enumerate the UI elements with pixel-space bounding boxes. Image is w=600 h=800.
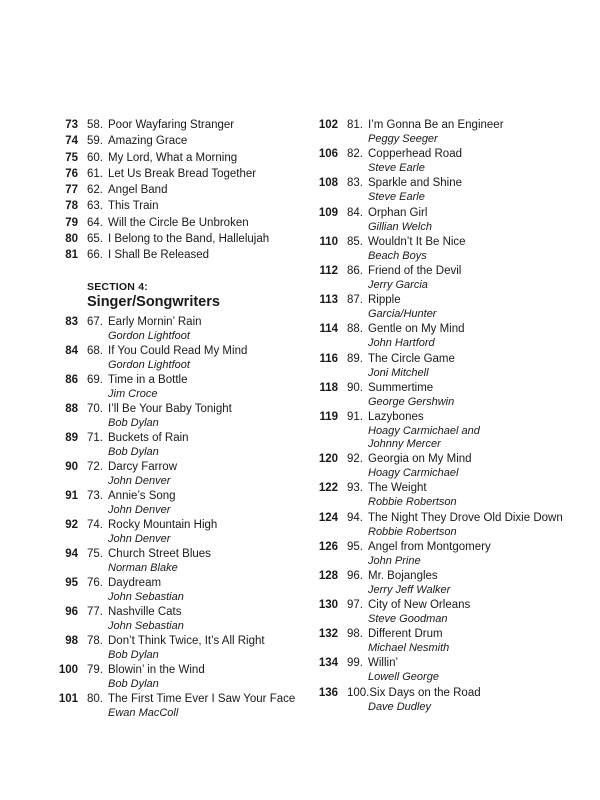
song-author: Ewan MacColl [108,706,179,719]
song-title: The Circle Game [368,352,455,365]
song-title: Wouldn’t It Be Nice [368,235,466,248]
page-number: 116 [319,352,338,365]
song-author: George Gershwin [368,395,455,408]
toc-entry [312,264,592,293]
page-number: 114 [319,323,338,336]
song-title: Six Days on the Road [369,686,481,699]
song-title: Angel Band [108,184,168,197]
page-number: 126 [318,540,338,553]
page-number: 113 [319,294,338,307]
toc-entry [52,402,302,431]
song-number: 58. [87,119,103,131]
song-number: 97. [347,599,363,612]
song-number: 87. [347,294,363,307]
song-author: Bob Dylan [108,416,159,429]
page-number: 108 [318,177,338,190]
song-title: Blowin’ in the Wind [108,663,205,676]
song-author: Steve Goodman [368,613,448,626]
section-heading [87,281,302,311]
song-title: Rocky Mountain High [108,518,218,531]
song-author-continued: Johnny Mercer [368,437,441,450]
song-title: Daydream [108,576,162,589]
song-title: Early Mornin’ Rain [108,315,202,328]
toc-entry [52,183,302,199]
song-title: The Night They Drove Old Dixie Down [368,511,563,524]
song-number: 72. [87,460,103,473]
page-number: 81 [65,249,78,262]
song-number: 82. [347,148,363,161]
toc-entry [312,686,592,715]
song-title: Georgia on My Mind [368,453,472,466]
toc-entry [52,199,302,215]
song-author: Hoagy Carmichael and [368,424,480,437]
toc-entry [52,373,302,402]
left-column [52,118,302,721]
song-title: The Weight [368,482,427,495]
song-number: 63. [87,200,103,213]
page-number: 74 [65,135,78,148]
song-number: 81. [347,119,363,131]
song-author: John Hartford [368,337,435,350]
song-number: 69. [87,373,103,386]
page-number: 83 [65,315,78,328]
song-number: 76. [87,576,103,589]
song-number: 99. [347,657,363,670]
song-number: 64. [87,216,103,229]
toc-entry [52,232,302,248]
song-title: Buckets of Rain [108,431,189,444]
page-number: 134 [318,657,338,670]
page-number: 80 [65,233,78,246]
page-number: 106 [318,148,338,161]
song-number: 65. [87,233,103,246]
song-number: 61. [87,167,103,180]
page-number: 98 [65,634,78,647]
song-title: Darcy Farrow [108,460,178,473]
song-number: 70. [87,402,103,415]
song-number: 94. [347,511,363,524]
song-number: 77. [87,605,103,618]
toc-entry [52,547,302,576]
toc-entry [52,315,302,344]
toc-entry [52,692,302,721]
song-number: 88. [347,323,363,336]
toc-entry [312,322,592,351]
song-number: 90. [347,381,363,394]
page-number: 78 [65,200,78,213]
song-number: 60. [87,151,103,164]
song-title: Poor Wayfaring Stranger [108,119,235,131]
toc-entry [52,248,302,264]
toc-entry [312,481,592,510]
page-number: 130 [318,599,338,612]
page-number: 88 [65,402,78,415]
toc-entry [52,489,302,518]
song-author: Joni Mitchell [368,366,429,379]
toc-entry [52,518,302,547]
song-title: Friend of the Devil [368,264,462,277]
page-number: 119 [319,410,338,423]
song-title: Time in a Bottle [108,373,188,386]
song-number: 73. [87,489,103,502]
song-author: Robbie Robertson [368,496,457,509]
song-number: 74. [87,518,103,531]
page-number: 76 [65,167,78,180]
song-author: Garcia/Hunter [368,308,437,321]
song-title: City of New Orleans [368,599,471,612]
toc-list-bottom [52,315,302,721]
song-title: Let Us Break Bread Together [108,167,257,180]
song-number: 75. [87,547,103,560]
song-title: Orphan Girl [368,206,428,219]
right-column [312,118,592,715]
song-title: Annie’s Song [108,489,176,502]
toc-entry [312,118,592,147]
song-number: 92. [347,453,363,466]
page-number: 102 [318,119,338,131]
page-number: 101 [58,692,78,705]
song-title: Church Street Blues [108,547,211,560]
song-number: 67. [87,315,103,328]
toc-entry [312,540,592,569]
page-number: 77 [65,184,78,197]
song-author: Jim Croce [108,387,158,400]
page-number: 122 [318,482,338,495]
song-author: Steve Earle [368,191,425,204]
toc-entry [312,381,592,410]
song-author: John Sebastian [108,590,184,603]
song-author: Bob Dylan [108,445,159,458]
page-number: 110 [319,235,338,248]
song-number: 79. [87,663,103,676]
page-number: 89 [65,431,78,444]
song-title: My Lord, What a Morning [108,151,238,164]
toc-entry [52,344,302,373]
toc-entry [312,206,592,235]
song-author: Beach Boys [368,249,427,262]
page-number: 73 [65,119,78,131]
toc-entry [312,176,592,205]
song-title: Will the Circle Be Unbroken [108,216,249,229]
song-title: Gentle on My Mind [368,323,465,336]
song-title: Mr. Bojangles [368,569,438,582]
song-number: 66. [87,249,103,262]
toc-entry [312,293,592,322]
song-author: Hoagy Carmichael [368,467,459,480]
song-title: Nashville Cats [108,605,182,618]
song-author: John Sebastian [108,619,184,632]
toc-entry [52,460,302,489]
song-title: Willin’ [368,657,399,670]
toc-entry [52,576,302,605]
song-title: Amazing Grace [108,135,188,148]
page-number: 79 [65,216,78,229]
toc-entry [52,663,302,692]
page-number: 90 [65,460,78,473]
song-title: Don’t Think Twice, It’s All Right [108,634,265,647]
song-title: Copperhead Road [368,148,462,161]
song-author: John Denver [108,503,171,516]
toc-entry [312,147,592,176]
song-number: 59. [87,135,103,148]
toc-entry [52,118,302,134]
page-number: 84 [65,344,78,357]
song-author: Jerry Garcia [368,278,428,291]
song-author: Lowell George [368,671,439,684]
song-number: 96. [347,569,363,582]
page-number: 109 [318,206,338,219]
page-number: 128 [318,569,338,582]
song-title: The First Time Ever I Saw Your Face [108,692,296,705]
song-number: 68. [87,344,103,357]
song-author: Michael Nesmith [368,642,450,655]
song-number: 98. [347,628,363,641]
toc-entry [52,634,302,663]
song-title: Summertime [368,381,434,394]
song-author: Gillian Welch [368,220,432,233]
section-name: Singer/Songwriters [87,293,220,310]
song-author: Norman Blake [108,561,178,574]
song-number: 84. [347,206,363,219]
page-number: 118 [319,381,338,394]
page-number: 95 [65,576,78,589]
song-number: 80. [87,692,103,705]
song-number: 62. [87,184,103,197]
song-author: Gordon Lightfoot [108,329,190,342]
toc-entry [52,167,302,183]
song-author: Bob Dylan [108,677,159,690]
toc-entry [312,569,592,598]
song-author: John Prine [368,554,421,567]
toc-entry [52,151,302,167]
page-number: 94 [65,547,78,560]
song-title: If You Could Read My Mind [108,344,248,357]
song-number: 95. [347,540,363,553]
page-number: 112 [319,264,338,277]
page-number: 96 [65,605,78,618]
song-author: Dave Dudley [368,700,431,713]
song-title: This Train [108,200,159,213]
song-author: Steve Earle [368,162,425,175]
toc-entry [312,452,592,481]
page-number: 75 [65,151,78,164]
toc-entry [52,605,302,634]
toc-entry [312,352,592,381]
song-number: 71. [87,431,103,444]
song-title: I Shall Be Released [108,249,210,262]
song-author: Bob Dylan [108,648,159,661]
song-number: 100. [347,686,370,699]
page-number: 136 [318,686,338,699]
song-author: John Denver [108,532,171,545]
song-author: Jerry Jeff Walker [368,583,451,596]
song-number: 86. [347,264,363,277]
song-title: Angel from Montgomery [368,540,491,553]
toc-entry [52,431,302,460]
page-number: 86 [65,373,78,386]
song-author: Peggy Seeger [368,133,438,145]
toc-entry [312,511,592,540]
song-author: John Denver [108,474,171,487]
song-title: Lazybones [368,410,424,423]
song-title: Different Drum [368,628,443,641]
song-author: Robbie Robertson [368,525,457,538]
toc-entry [52,134,302,150]
toc-entry [312,598,592,627]
section-label: SECTION 4: [87,280,148,293]
song-author: Gordon Lightfoot [108,358,190,371]
song-number: 85. [347,235,363,248]
toc-list-top [52,118,302,265]
song-title: Sparkle and Shine [368,177,462,190]
page-number: 132 [318,628,338,641]
page-number: 120 [318,453,338,466]
page-number: 92 [65,518,78,531]
toc-entry [52,216,302,232]
song-title: I Belong to the Band, Hallelujah [108,233,270,246]
page-number: 100 [58,663,78,676]
toc-entry [312,627,592,656]
page-number: 124 [318,511,338,524]
song-title: I’m Gonna Be an Engineer [368,119,504,131]
page-number: 91 [65,489,78,502]
song-number: 89. [347,352,363,365]
toc-entry [312,235,592,264]
toc-entry [312,656,592,685]
song-number: 83. [347,177,363,190]
toc-entry [312,410,592,452]
song-number: 91. [347,410,363,423]
song-number: 93. [347,482,363,495]
song-number: 78. [87,634,103,647]
song-title: I’ll Be Your Baby Tonight [108,402,232,415]
song-title: Ripple [368,294,401,307]
